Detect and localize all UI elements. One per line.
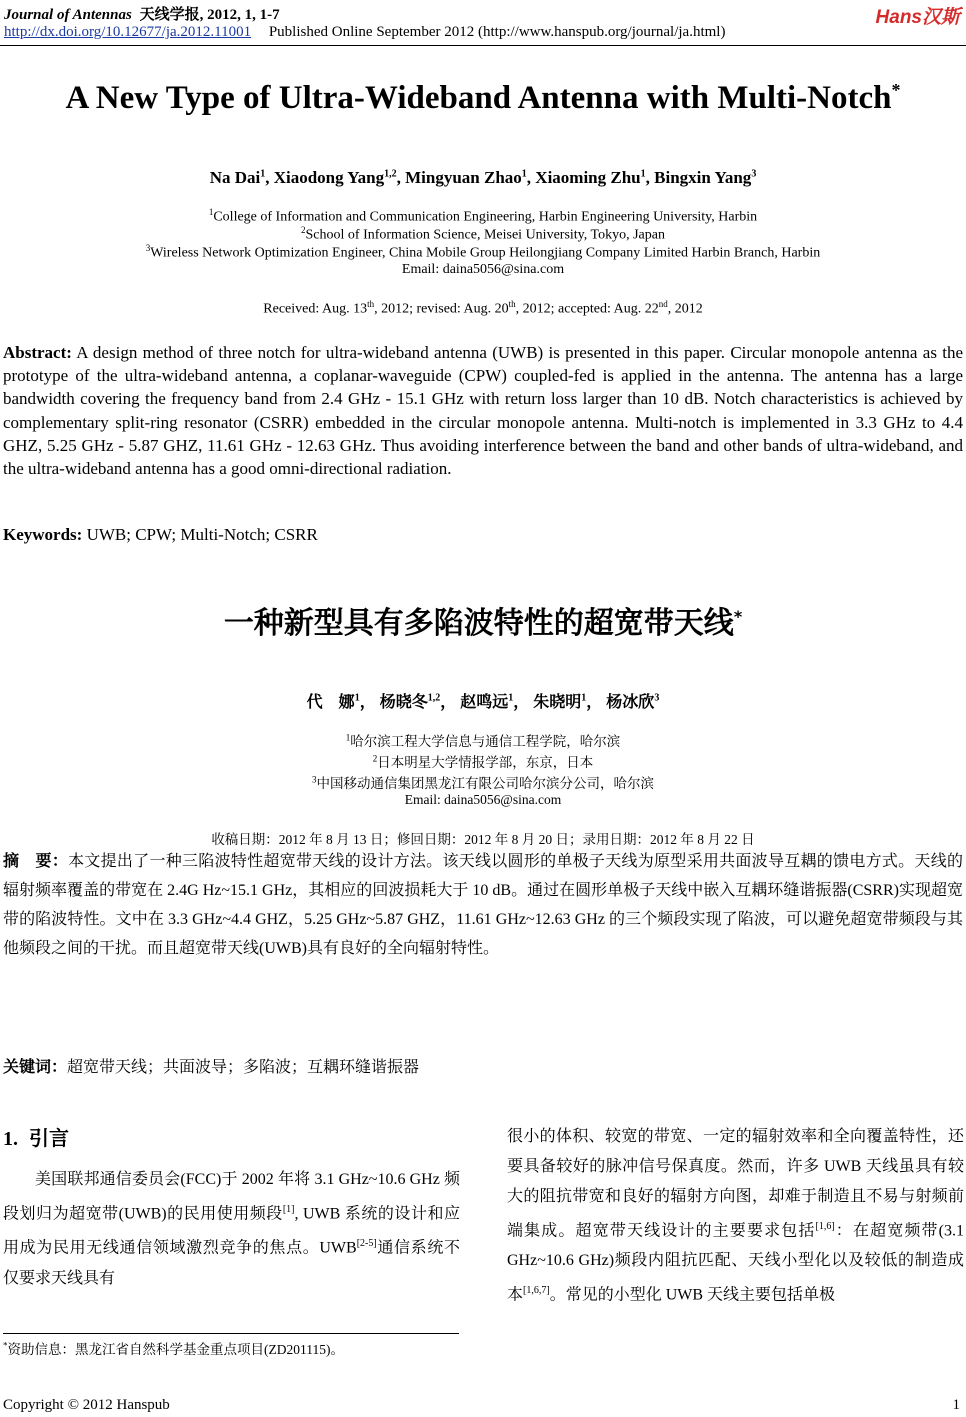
journal-issue: , 2012, 1, 1-7 bbox=[199, 7, 280, 23]
author-affil-sup: 1 bbox=[581, 692, 587, 704]
affiliation-zh bbox=[0, 751, 966, 771]
author: Xiaodong Yang bbox=[273, 168, 385, 187]
abstract-text-en: A design method of three notch for ultra-wideband antenna (UWB) is presented in this paper. Circular monopole antenna as the prototype of the ultra-wideband antenna, a coplanar-waveguide (CPW) coupled-fed is applied in the antenna. The antenna has a large bandwidth covering the frequency band from 2.4 GHz - 15.1 GHz with return loss larger than 10 dB. Notch characteristics is achieved by complementary split-ring resonator (CSRR) embedded in the circular monopole antenna. Multi-notch is implemented in 3.3 GHz to 4.4 GHZ, 5.25 GHz - 5.87 GHZ, 11.61 GHz - 12.63 GHz. Thus avoiding interference between the band and other bands of ultra-wideband, and the ultra-wideband antenna has a good omni-directional radiation. bbox=[3, 343, 964, 479]
affil-sup: 2 bbox=[372, 753, 378, 764]
affil-text: 哈尔滨工程大学信息与通信工程学院，哈尔滨 bbox=[350, 734, 621, 749]
author: 代 娜 bbox=[306, 694, 355, 711]
section-title: 引言 bbox=[29, 1126, 69, 1150]
abstract-text-zh: 本文提出了一种三陷波特性超宽带天线的设计方法。该天线以圆形的单极子天线为原型采用共面波导互耦的馈电方式。天线的辐射频率覆盖的带宽在 2.4G Hz~15.1 GHz，其相应的回波损耗大于 10 dB。通过在圆形单极子天线中嵌入互耦环缝谐振器(CSRR)实现超宽带的陷波特性。文中在 3.3 GHz~4.4 GHZ，5.25 GHz~5.87 GHZ，11.61 GHz~12.63 GHz 的三个频段实现了陷波，可以避免超宽带频段与其他频段之间的干扰。而且超宽带天线(UWB)具有良好的全向辐射特性。 bbox=[3, 853, 963, 957]
received-part: Received: Aug. 13 bbox=[263, 301, 368, 317]
affil-text: School of Information Science, Meisei University, Tokyo, Japan bbox=[305, 227, 665, 243]
body-column-right bbox=[507, 1122, 964, 1311]
author: Xiaoming Zhu bbox=[535, 168, 641, 187]
body-column-left bbox=[3, 1122, 460, 1294]
intro-paragraph bbox=[3, 1165, 460, 1294]
author-affil-sup: 3 bbox=[751, 168, 757, 180]
author: Na Dai bbox=[209, 168, 261, 187]
ordinal-sup: th bbox=[367, 299, 375, 309]
text-run: , UWB 系统的设计和应用成为民用无线通信领域激烈竞争的焦点。UWB bbox=[3, 1205, 460, 1257]
title-text-zh: 一种新型具有多陷波特性的超宽带天线 bbox=[223, 606, 734, 641]
affiliation-zh bbox=[0, 772, 966, 792]
text-run: ：在超宽频带(3.1 GHz~10.6 GHz)频段内阻抗匹配、天线小型化以及较低的制造成本 bbox=[507, 1222, 964, 1304]
title-footnote-mark-en: * bbox=[891, 80, 901, 100]
author-affil-sup: 1 bbox=[354, 692, 360, 704]
title-footnote-mark-zh: * bbox=[733, 607, 743, 626]
abstract-label-en: Abstract: bbox=[3, 343, 72, 362]
author: 朱晓明 bbox=[533, 694, 582, 711]
affil-text: Wireless Network Optimization Engineer, China Mobile Group Heilongjiang Company Limited Harbin Branch, Harbin bbox=[150, 245, 821, 261]
author: 杨晓冬 bbox=[379, 694, 428, 711]
received-part: , 2012; revised: Aug. 20 bbox=[374, 301, 509, 317]
author-affil-sup: 1,2 bbox=[384, 168, 397, 180]
ordinal-sup: nd bbox=[658, 299, 668, 309]
affil-sup: 1 bbox=[208, 207, 214, 217]
author-affil-sup: 1 bbox=[640, 168, 646, 180]
title-text-en: A New Type of Ultra-Wideband Antenna with Multi-Notch bbox=[65, 80, 892, 116]
paper-title-en bbox=[0, 80, 966, 117]
email-en: Email: daina5056@sina.com bbox=[401, 262, 565, 277]
received-part: , 2012 bbox=[667, 301, 703, 317]
journal-name-en: Journal of Antennas bbox=[4, 7, 132, 23]
copyright-notice: Copyright © 2012 Hanspub bbox=[3, 1397, 170, 1413]
authors-zh: 代 娜$^1$， 杨晓冬$^{1,2}$， 赵鸣远$^1$， 朱晓明$^1$， 杨冰欣$^3$ bbox=[306, 692, 660, 711]
email-zh: Email: daina5056@sina.com bbox=[404, 792, 562, 807]
author-affil-sup: 1 bbox=[508, 692, 514, 704]
keywords-label-en: Keywords: bbox=[3, 525, 83, 544]
citation: [1,6] bbox=[815, 1221, 835, 1232]
journal-header bbox=[4, 3, 280, 24]
intro-paragraph-continued bbox=[507, 1122, 964, 1311]
affil-sup: 3 bbox=[312, 774, 317, 785]
affil-text: 日本明星大学情报学部，东京，日本 bbox=[377, 755, 594, 770]
abstract-label-zh: 摘 要： bbox=[3, 851, 69, 870]
affil-sup: 2 bbox=[301, 225, 306, 235]
section-number: 1. bbox=[3, 1128, 18, 1150]
citation: [2-5] bbox=[356, 1238, 377, 1250]
page-number: 1 bbox=[952, 1397, 960, 1413]
affil-sup: 3 bbox=[145, 243, 151, 253]
ordinal-sup: th bbox=[508, 299, 516, 309]
section-heading bbox=[3, 1122, 460, 1151]
published-info: Published Online September 2012 (http://www.hanspub.org/journal/ja.html) bbox=[268, 24, 726, 40]
text-run: 。常见的小型化 UWB 天线主要包括单极 bbox=[549, 1286, 836, 1304]
keywords-zh bbox=[3, 1054, 419, 1077]
authors-en: Na Dai$^1$, Xiaodong Yang$^{1,2}$, Mingyuan Zhao$^1$, Xiaoming Zhu$^1$, Bingxin Yang$^3$ bbox=[209, 168, 757, 187]
author-affil-sup: 1,2 bbox=[427, 692, 441, 704]
text-run: 很小的体积、较宽的带宽、一定的辐射效率和全向覆盖特性，还要具备较好的脉冲信号保真度。然而，许多 UWB 天线虽具有较大的阻抗带宽和良好的辐射方向图，却难于制造且不易与射频前端集成。超宽带天线设计的主要要求包括 bbox=[507, 1128, 964, 1240]
author: Bingxin Yang bbox=[654, 168, 752, 187]
keywords-label-zh: 关键词： bbox=[3, 1057, 68, 1076]
affil-text: 中国移动通信集团黑龙江有限公司哈尔滨分公司，哈尔滨 bbox=[316, 776, 654, 791]
received-part: , 2012; accepted: Aug. 22 bbox=[515, 301, 659, 317]
affiliation-zh bbox=[0, 730, 966, 750]
author: Mingyuan Zhao bbox=[405, 168, 522, 187]
received-dates-zh: 收稿日期：2012 年 8 月 13 日；修回日期：2012 年 8 月 20 日；录用日期：2012 年 8 月 22 日 bbox=[211, 832, 755, 847]
received-dates-en bbox=[0, 299, 966, 318]
hans-logo: Hans汉斯 bbox=[875, 7, 960, 28]
text-run: 通信系统不仅要求天线具有 bbox=[3, 1239, 460, 1287]
author: 杨冰欣 bbox=[606, 694, 655, 711]
citation: [1] bbox=[282, 1204, 295, 1215]
keywords-text-en: UWB; CPW; Multi-Notch; CSRR bbox=[86, 525, 318, 544]
affil-sup: 1 bbox=[345, 732, 351, 743]
abstract-en bbox=[3, 341, 963, 480]
text-run: 美国联邦通信委员会(FCC)于 2002 年将 3.1 GHz~10.6 GHz 频段划归为超宽带(UWB)的民用使用频段 bbox=[3, 1171, 460, 1223]
footnote-divider bbox=[3, 1333, 459, 1334]
author: 赵鸣远 bbox=[460, 694, 509, 711]
paper-title-zh bbox=[0, 598, 966, 642]
citation: [1,6,7] bbox=[523, 1285, 550, 1297]
affiliation-en bbox=[0, 225, 966, 244]
header-divider bbox=[0, 45, 966, 46]
funding-footnote bbox=[3, 1338, 344, 1358]
author-affil-sup: 1 bbox=[260, 168, 266, 180]
doi-link[interactable]: http://dx.doi.org/10.12677/ja.2012.11001 bbox=[4, 24, 252, 40]
doi-line bbox=[4, 24, 725, 41]
affiliation-en bbox=[0, 207, 966, 226]
affiliation-en bbox=[0, 243, 966, 262]
author-affil-sup: 3 bbox=[654, 692, 660, 704]
keywords-text-zh: 超宽带天线；共面波导；多陷波；互耦环缝谐振器 bbox=[67, 1059, 420, 1076]
author-affil-sup: 1 bbox=[521, 168, 527, 180]
abstract-zh bbox=[3, 846, 963, 963]
footnote-mark: * bbox=[3, 1340, 8, 1351]
footnote-text: 资助信息：黑龙江省自然科学基金重点项目(ZD201115)。 bbox=[7, 1342, 344, 1357]
keywords-en bbox=[3, 525, 318, 545]
affil-text: College of Information and Communication Engineering, Harbin Engineering University, Harbin bbox=[213, 209, 758, 225]
journal-name-zh: 天线学报 bbox=[139, 7, 200, 23]
